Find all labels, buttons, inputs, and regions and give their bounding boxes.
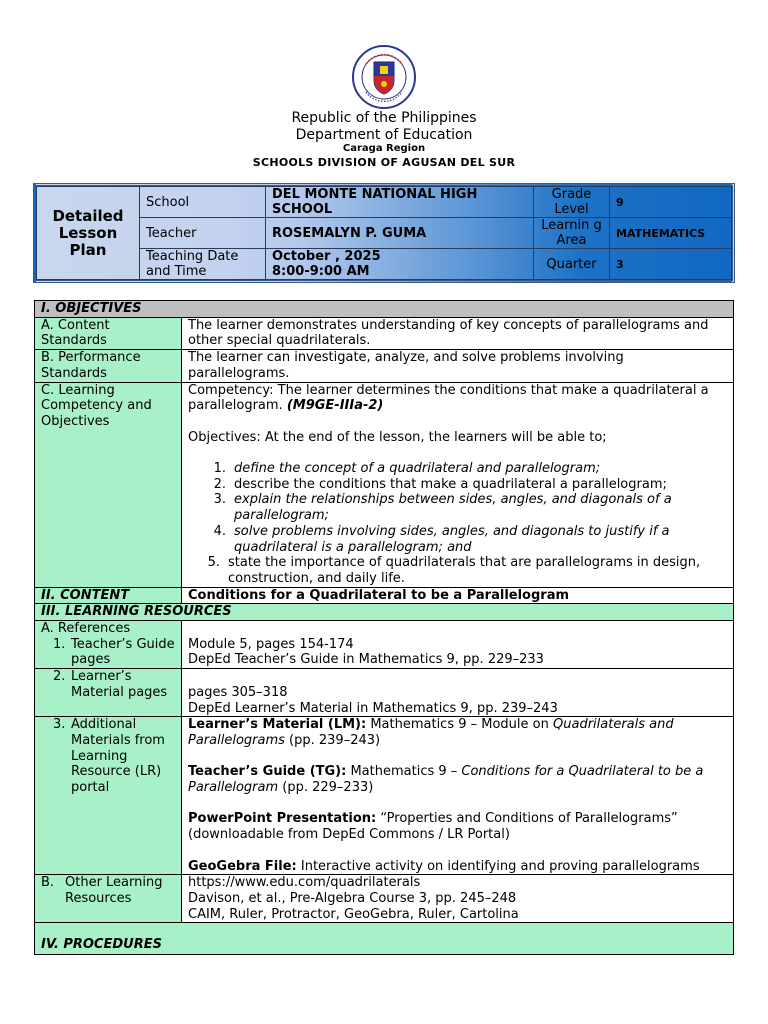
dlp-title: Detailed Lesson Plan — [37, 187, 140, 280]
list-item: 3. explain the relationships between sides, angles, and diagonals of a parallelogram; — [213, 492, 672, 524]
table-row — [35, 587, 734, 604]
learners-material-cell: 2. Learner’s Material pages — [35, 669, 182, 717]
additional-materials-label: Additional Materials from Learning Resource (LR) portal — [71, 717, 165, 796]
date-value-line1: October , 2025 — [272, 249, 381, 264]
table-row — [35, 875, 734, 923]
procedures-heading: IV. PROCEDURES — [35, 923, 734, 955]
competency-cell — [182, 382, 734, 587]
area-value: MATHEMATICS — [610, 218, 732, 249]
other-resources-values — [182, 875, 734, 923]
lm-line1: pages 305–318 — [188, 684, 288, 700]
table-row — [35, 717, 734, 875]
add-tg: Teacher’s Guide (TG): Mathematics 9 – Conditions for a Quadrilateral to be a Parallelogram (pp. 229–233) — [188, 764, 704, 796]
list-item: 1. define the concept of a quadrilateral and parallelogram; — [213, 461, 601, 476]
content-heading: II. CONTENT — [35, 587, 182, 604]
lm-line2: DepEd Learner’s Material in Mathematics 9, pp. 239–243 — [188, 700, 558, 716]
school-label: School — [140, 187, 266, 218]
add-lm: Learner’s Material (LM): Mathematics 9 – Module on Quadrilaterals and Parallelograms (pp. 239–243) — [188, 717, 674, 748]
department-line: Department of Education — [295, 127, 473, 143]
teachers-guide-cell — [182, 621, 734, 669]
learners-material-values — [182, 669, 734, 717]
deped-seal-logo — [350, 44, 418, 110]
objectives-intro: Objectives: At the end of the lesson, the learners will be able to; — [188, 429, 607, 445]
quarter-label: Quarter — [534, 249, 610, 280]
republic-line: Republic of the Philippines — [291, 110, 477, 126]
objectives-list — [208, 461, 727, 587]
additional-materials-cell: 3. Additional Materials from Learning Resource (LR) portal — [35, 717, 182, 875]
content-standards-text: The learner demonstrates understanding of key concepts of parallelograms and other special quadrilaterals. — [182, 317, 734, 349]
add-geogebra: GeoGebra File: Interactive activity on identifying and proving parallelograms — [188, 858, 700, 874]
school-value: DEL MONTE NATIONAL HIGH SCHOOL — [266, 187, 534, 218]
other-line1: https://www.edu.com/quadrilaterals — [188, 875, 421, 891]
date-value — [266, 249, 534, 280]
other-resources-label: Other Learning Resources — [65, 875, 163, 906]
list-item: 4. solve problems involving sides, angles, and diagonals to justify if a quadrilateral is a parallelogram; and — [213, 523, 670, 555]
references-label: A. References — [41, 621, 131, 637]
teacher-value: ROSEMALYN P. GUMA — [266, 218, 534, 249]
quarter-value: 3 — [610, 249, 732, 280]
learners-material-label: Learner’s Material pages — [71, 669, 168, 700]
table-row — [35, 317, 734, 349]
other-resources-cell: B. Other Learning Resources — [35, 875, 182, 923]
competency-text: Competency: The learner determines the conditions that make a quadrilateral a parallelogram. — [188, 382, 709, 414]
tg-line2: DepEd Teacher’s Guide in Mathematics 9, pp. 229–233 — [188, 652, 544, 668]
objectives-heading: I. OBJECTIVES — [35, 301, 734, 318]
date-value-line2: 8:00-9:00 AM — [272, 264, 370, 279]
tg-line1: Module 5, pages 154-174 — [188, 636, 354, 652]
other-line2: Davison, et al., Pre-Algebra Course 3, pp. 245–248 — [188, 890, 517, 906]
performance-standards-label: B. Performance Standards — [35, 350, 182, 382]
other-line3: CAIM, Ruler, Protractor, GeoGebra, Ruler, Cartolina — [188, 906, 519, 922]
table-row — [35, 669, 734, 717]
division-line: SCHOOLS DIVISION OF AGUSAN DEL SUR — [252, 156, 516, 169]
resources-heading: III. LEARNING RESOURCES — [35, 604, 734, 621]
competency-label: C. Learning Competency and Objectives — [35, 382, 182, 587]
references-cell: A. References 1. Teacher’s Guide pages — [35, 621, 182, 669]
grade-value: 9 — [610, 187, 732, 218]
table-row — [35, 621, 734, 669]
performance-standards-text: The learner can investigate, analyze, and solve problems involving parallelograms. — [182, 350, 734, 382]
competency-code: (M9GE-IIIa-2) — [286, 398, 384, 414]
teachers-guide-label: Teacher’s Guide pages — [71, 636, 175, 668]
table-row — [35, 382, 734, 587]
table-row — [35, 350, 734, 382]
content-standards-label: A. Content Standards — [35, 317, 182, 349]
content-text: Conditions for a Quadrilateral to be a Parallelogram — [182, 587, 734, 604]
list-item: 5. state the importance of quadrilaterals that are parallelograms in design, construction, and daily life. — [207, 555, 701, 586]
date-label: Teaching Date and Time — [140, 249, 266, 280]
area-label: Learnin g Area — [534, 218, 610, 249]
lesson-plan-table — [34, 300, 734, 955]
lesson-info-table — [33, 183, 735, 283]
add-ppt: PowerPoint Presentation: “Properties and Conditions of Parallelograms” (downloadable from DepEd Commons / LR Portal) — [188, 811, 678, 843]
additional-materials-values — [182, 717, 734, 875]
grade-label: Grade Level — [534, 187, 610, 218]
region-line: Caraga Region — [342, 143, 426, 154]
list-item: 2. describe the conditions that make a quadrilateral a parallelogram; — [213, 476, 667, 492]
teacher-label: Teacher — [140, 218, 266, 249]
